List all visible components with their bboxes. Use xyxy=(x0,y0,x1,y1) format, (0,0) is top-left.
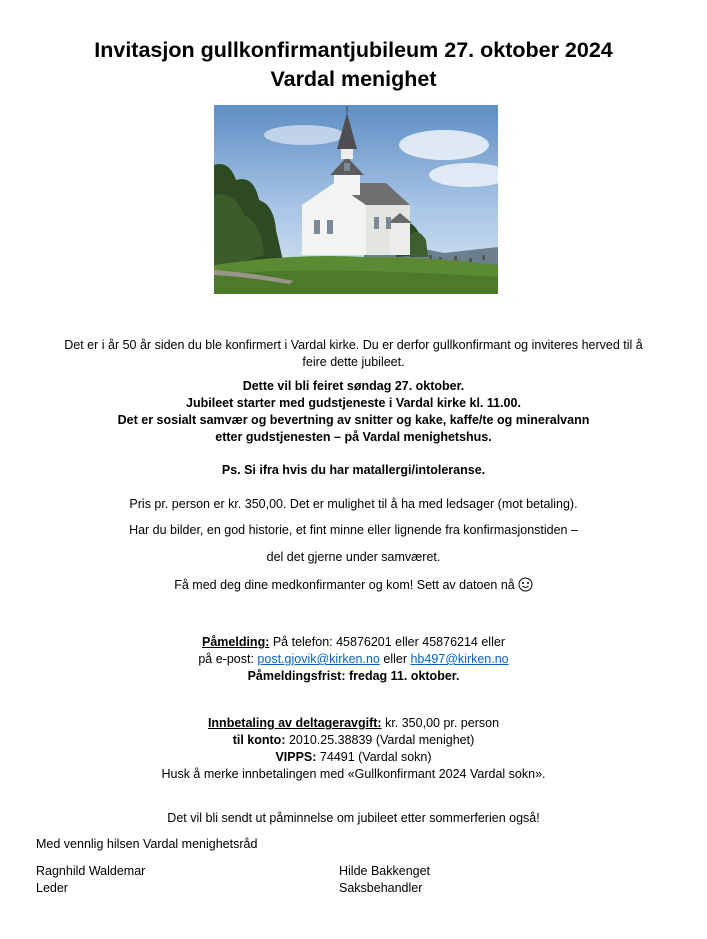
registration-phone-line xyxy=(0,634,707,651)
price-text: Pris pr. person er kr. 350,00. Det er mulighet til å ha med ledsager (mot betaling). xyxy=(129,497,578,511)
vipps-number: 74491 (Vardal sokn) xyxy=(316,750,432,764)
registration-phone: På telefon: 45876201 eller 45876214 eller xyxy=(269,635,505,649)
signer-2-name: Hilde Bakkenget xyxy=(339,864,431,878)
payment-note: Husk å merke innbetalingen med «Gullkonfirmant 2024 Vardal sokn». xyxy=(161,767,546,781)
registration-block xyxy=(0,634,707,685)
vipps-label: VIPPS: xyxy=(275,750,317,764)
smiley-icon xyxy=(518,577,533,592)
signer-2-role: Saksbehandler xyxy=(339,881,423,895)
payment-vipps-line xyxy=(0,749,707,766)
email-link-hb497[interactable]: hb497@kirken.no xyxy=(410,652,509,666)
bring-text: Få med deg dine medkonfirmanter og kom! Sett av datoen nå xyxy=(174,578,515,592)
church-illustration xyxy=(214,105,498,294)
signer-1 xyxy=(36,863,145,897)
celebration-line-3: Det er sosialt samvær og bevertning av snitter og kake, kaffe/te og mineralvann xyxy=(117,413,590,427)
account-label: til konto: xyxy=(232,733,286,747)
document-title xyxy=(0,36,707,94)
signer-2 xyxy=(339,863,430,897)
intro-line-2: feire dette jubileet. xyxy=(302,355,405,369)
title-line-2: Vardal menighet xyxy=(270,67,437,91)
reminder-text: Det vil bli sendt ut påminnelse om jubileet etter sommerferien også! xyxy=(167,811,540,825)
celebration-line-1: Dette vil bli feiret søndag 27. oktober. xyxy=(242,379,465,393)
payment-label: Innbetaling av deltageravgift: xyxy=(207,716,382,730)
email-or: eller xyxy=(379,652,411,666)
title-line-1: Invitasjon gullkonfirmantjubileum 27. oktober 2024 xyxy=(94,38,613,62)
email-link-post-gjovik[interactable]: post.gjovik@kirken.no xyxy=(257,652,380,666)
account-number: 2010.25.38839 (Vardal menighet) xyxy=(285,733,475,747)
registration-label: Påmelding: xyxy=(202,635,270,649)
signer-1-role: Leder xyxy=(36,881,68,895)
signer-1-name: Ragnhild Waldemar xyxy=(36,864,146,878)
payment-amount-line xyxy=(0,715,707,732)
pictures-line-2: del det gjerne under samværet. xyxy=(266,550,441,564)
registration-deadline: Påmeldingsfrist: fredag 11. oktober. xyxy=(247,669,460,683)
payment-account-line xyxy=(0,732,707,749)
intro-paragraph xyxy=(0,337,707,371)
registration-email-line xyxy=(0,651,707,668)
email-prefix: på e-post: xyxy=(198,652,258,666)
intro-line-1: Det er i år 50 år siden du ble konfirmert i Vardal kirke. Du er derfor gullkonfirmant og inviteres herved til å xyxy=(64,338,643,352)
bring-friends xyxy=(0,577,707,594)
celebration-line-2: Jubileet starter med gudstjeneste i Vardal kirke kl. 11.00. xyxy=(186,396,521,410)
pictures-line-1: Har du bilder, en god historie, et fint minne eller lignende fra konfirmasjonstiden – xyxy=(129,523,578,537)
celebration-block xyxy=(0,378,707,446)
payment-amount: kr. 350,00 pr. person xyxy=(381,716,500,730)
celebration-line-4: etter gudstjenesten – på Vardal menighetshus. xyxy=(215,430,492,444)
payment-block xyxy=(0,715,707,783)
church-photo xyxy=(214,105,498,294)
closing-greeting: Med vennlig hilsen Vardal menighetsråd xyxy=(36,837,258,851)
ps-note: Ps. Si ifra hvis du har matallergi/intoleranse. xyxy=(221,463,486,477)
